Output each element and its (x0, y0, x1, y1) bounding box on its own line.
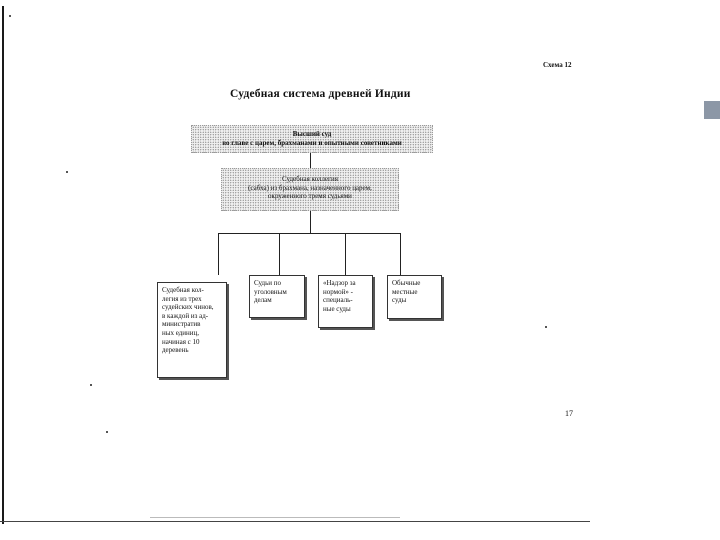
criminal-judges-box (249, 275, 305, 318)
scan-speck (9, 15, 11, 17)
box-line: нормой» - (323, 287, 353, 296)
page-left-edge (2, 6, 4, 524)
box-line: ных единиц, (162, 328, 200, 337)
box-line: Судебная кол- (162, 286, 204, 294)
scan-speck (66, 171, 68, 173)
box-line: специаль- (323, 296, 353, 305)
judicial-collegium-box (221, 168, 399, 211)
box-line: ные суды (323, 304, 351, 313)
page-bottom-shadow (150, 517, 400, 518)
box-line: в каждой из ад- (162, 311, 209, 320)
box-line: Судебная коллегия (282, 175, 338, 183)
scan-speck (545, 326, 547, 328)
box-line: Судьи по (254, 279, 282, 287)
box-line: министратив (162, 320, 201, 329)
supreme-court-box (191, 125, 433, 153)
box-line: начиная с 10 (162, 337, 200, 346)
box-line: судейских чинов, (162, 303, 214, 312)
gray-marker (704, 101, 720, 119)
box-line: Обычные (392, 279, 421, 287)
local-courts-box (387, 275, 442, 319)
connector (218, 233, 401, 234)
connector (279, 233, 280, 275)
norm-supervision-box (318, 275, 373, 328)
box-line: уголовным (254, 287, 287, 296)
box-line: «Надзор за (323, 279, 356, 287)
box-line: деревень (162, 346, 189, 355)
box-line: делам (254, 296, 272, 305)
box-line: местные (392, 287, 418, 296)
page-bottom-edge (0, 521, 590, 522)
scan-speck (90, 384, 92, 386)
scheme-label: Схема 12 (543, 61, 572, 69)
box-line: суды (392, 296, 407, 305)
diagram-title: Судебная система древней Индии (230, 88, 411, 100)
box-line: Высший суд (292, 130, 332, 138)
box-line: во главе с царем, брахманами и опытными советниками (222, 138, 402, 147)
connector (218, 233, 219, 275)
connector (345, 233, 346, 275)
scan-speck (106, 431, 108, 433)
page-number: 17 (565, 409, 573, 418)
box-line: легия из трех (162, 294, 202, 303)
regional-collegium-box (157, 282, 227, 378)
connector (310, 211, 311, 233)
connector (400, 233, 401, 275)
box-line: окруженного тремя судьями (268, 192, 352, 201)
box-line: (сабха) из брахмана, назначенного царем, (248, 183, 372, 192)
connector (310, 153, 311, 168)
